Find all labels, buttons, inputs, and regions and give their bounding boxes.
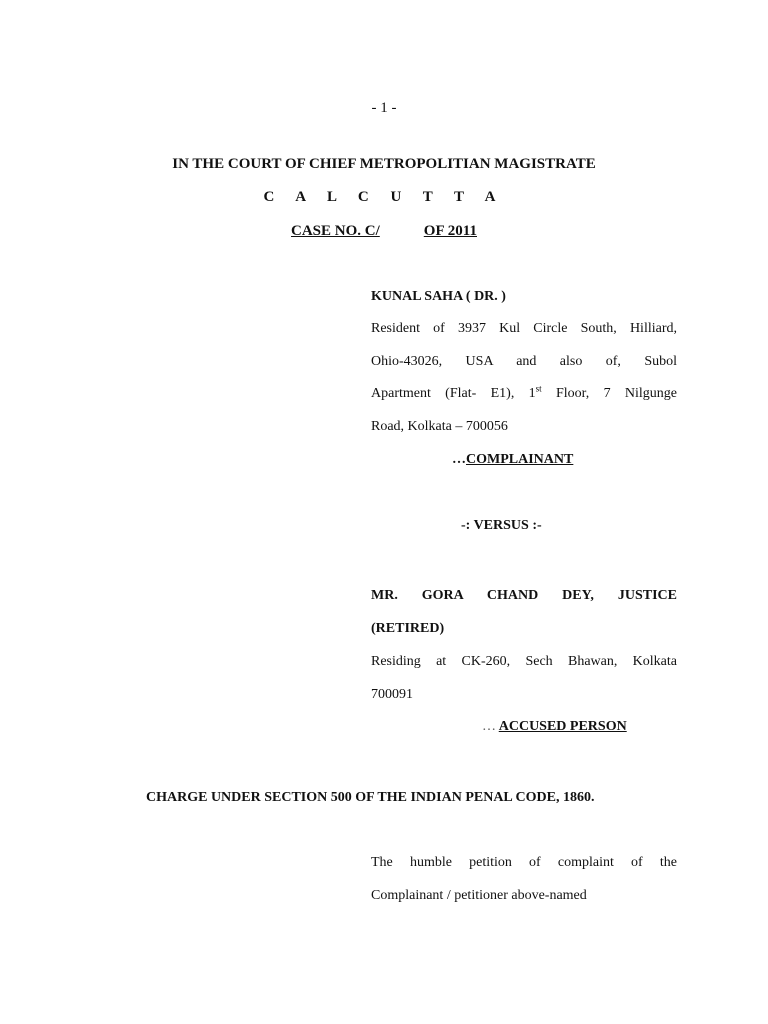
complainant-name: KUNAL SAHA ( DR. ): [371, 289, 506, 304]
accused-address-line-1: Residing at CK-260, Sech Bhawan, Kolkata: [371, 654, 677, 669]
complainant-address-line-2: Ohio-43026, USA and also of, Subol: [371, 354, 677, 369]
complainant-address-line-3: [371, 383, 677, 402]
case-number-suffix: OF 2011: [423, 223, 477, 239]
accused-role-dots: …: [482, 719, 496, 734]
complainant-address-line-1: Resident of 3937 Kul Circle South, Hilliard,: [371, 321, 677, 336]
complainant-role: [452, 452, 573, 468]
accused-role: [482, 719, 627, 735]
accused-address-line-2: 700091: [371, 687, 413, 702]
petition-line-2: Complainant / petitioner above-named: [371, 888, 587, 903]
accused-name-line-1: MR. GORA CHAND DEY, JUSTICE: [371, 588, 677, 603]
case-number-prefix: CASE NO. C/: [291, 223, 380, 239]
petition-line-1: The humble petition of complaint of the: [371, 855, 677, 870]
ordinal-suffix: st: [535, 383, 542, 394]
accused-role-label: ACCUSED PERSON: [498, 719, 627, 734]
court-heading: IN THE COURT OF CHIEF METROPOLITIAN MAGISTRATE: [172, 156, 596, 172]
complainant-role-label: COMPLAINANT: [466, 452, 574, 467]
complainant-role-dots: …: [452, 452, 466, 467]
case-number: [0, 223, 768, 240]
address-line-3-start: Apartment (Flat- E1), 1: [371, 386, 536, 401]
address-line-3-end: Floor, 7 Nilgunge: [541, 386, 677, 401]
versus-heading: -: VERSUS :-: [461, 518, 542, 533]
page-number: - 1 -: [371, 100, 397, 116]
complainant-address-line-4: Road, Kolkata – 700056: [371, 419, 508, 434]
city-heading: C A L C U T T A: [263, 189, 505, 205]
accused-name-line-2: (RETIRED): [371, 621, 445, 636]
charge-heading: CHARGE UNDER SECTION 500 OF THE INDIAN PENAL CODE, 1860.: [146, 790, 595, 805]
